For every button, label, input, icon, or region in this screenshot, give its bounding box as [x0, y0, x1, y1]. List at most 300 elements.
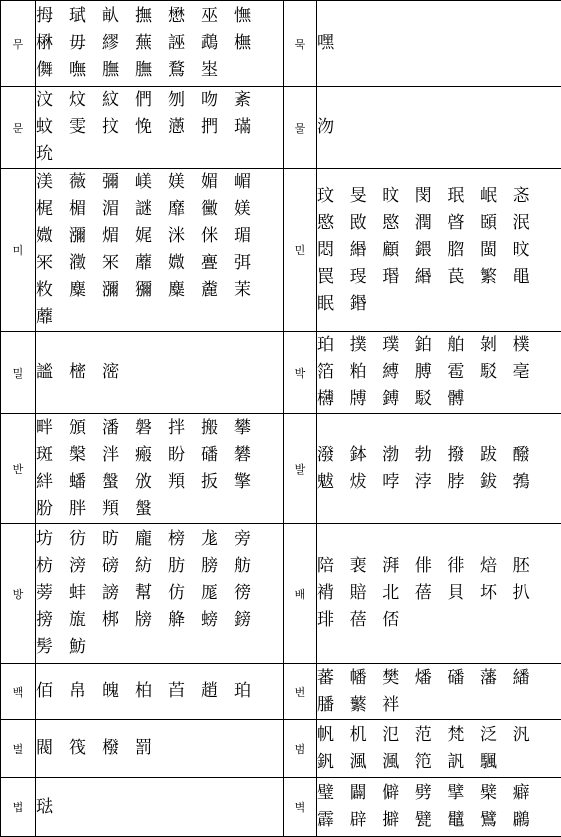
- hanja-char: 閥: [36, 735, 69, 762]
- hanja-char: 尨: [201, 526, 234, 553]
- hanja-char: 舽: [168, 607, 201, 634]
- hanja-char: 駁: [415, 386, 448, 413]
- hanja-char: 幡: [350, 665, 383, 692]
- hanja-char: 苠: [447, 264, 480, 291]
- hanja-char: 顧: [382, 237, 415, 264]
- hanja-char: 劈: [415, 780, 448, 807]
- left-chars-cell: [36, 524, 284, 664]
- left-reading-cell: [1, 414, 36, 524]
- hanja-char: 鉢: [350, 442, 383, 469]
- hanja-char: 梶: [36, 196, 69, 223]
- hanja-char: 浡: [415, 469, 448, 496]
- hanja-char: 仿: [168, 580, 201, 607]
- hanja-char: 駁: [480, 359, 513, 386]
- reading-label: 반: [13, 463, 24, 476]
- hanja-char: 撫: [135, 3, 168, 30]
- right-reading-cell: [284, 524, 317, 664]
- hanja-char: 頣: [480, 210, 513, 237]
- hanja-char: 辟: [350, 807, 383, 834]
- hanja-char: 瑂: [234, 223, 267, 250]
- table-row: [1, 87, 561, 169]
- hanja-char: 藩: [480, 665, 513, 692]
- hanja-char: 勃: [415, 442, 448, 469]
- hanja-char: 楣: [69, 196, 102, 223]
- hanja-char: 岷: [480, 183, 513, 210]
- hanja-grid: [36, 678, 283, 705]
- left-reading-cell: [1, 1, 36, 87]
- hanja-char: 渤: [382, 442, 415, 469]
- hanja-char: 扒: [513, 580, 546, 607]
- hanja-char: 湄: [102, 196, 135, 223]
- hanja-char: 悗: [135, 114, 168, 141]
- hanja-char: 坊: [36, 526, 69, 553]
- right-chars-cell: [317, 720, 561, 778]
- left-reading-cell: [1, 778, 36, 837]
- table-row: [1, 778, 561, 837]
- hanja-char: 跋: [480, 442, 513, 469]
- reading-label: 발: [295, 463, 306, 476]
- table-row: [1, 332, 561, 414]
- hanja-char: 鍲: [350, 291, 383, 318]
- hanja-char: 颿: [480, 749, 513, 776]
- hanja-char: 髣: [36, 634, 69, 661]
- hanja-char: 膰: [317, 692, 350, 719]
- hanja-char: 苩: [168, 678, 201, 705]
- hanja-char: 瀰: [69, 223, 102, 250]
- hanja-char: 蓓: [350, 607, 383, 634]
- hanja-char: 巫: [201, 3, 234, 30]
- hanja-char: 刎: [168, 87, 201, 114]
- hanja-char: 泮: [102, 442, 135, 469]
- hanja-char: 螌: [135, 496, 168, 523]
- hanja-grid: [36, 169, 283, 331]
- hanja-char: 潘: [102, 415, 135, 442]
- hanja-char: 魴: [69, 634, 102, 661]
- hanja-char: 帆: [317, 722, 350, 749]
- reading-label: 물: [295, 122, 306, 135]
- hanja-char: 晵: [447, 210, 480, 237]
- hanja-char: 攀: [234, 415, 267, 442]
- reading-label: 배: [295, 588, 306, 601]
- reading-label: 밀: [13, 367, 24, 380]
- hanja-char: 粕: [350, 359, 383, 386]
- right-chars-cell: [317, 414, 561, 524]
- hanja-grid: [317, 332, 561, 413]
- left-chars-cell: [36, 332, 284, 414]
- hanja-char: 髆: [447, 386, 480, 413]
- hanja-char: 僻: [382, 780, 415, 807]
- hanja-char: 罰: [135, 735, 168, 762]
- hanja-char: 闢: [350, 780, 383, 807]
- right-reading-cell: [284, 414, 317, 524]
- hanja-char: 泯: [513, 210, 546, 237]
- hanja-char: 螌: [102, 469, 135, 496]
- hanja-char: 珉: [447, 183, 480, 210]
- hanja-char: 甓: [415, 807, 448, 834]
- reading-label: 법: [13, 801, 24, 814]
- hanja-char: 盼: [168, 442, 201, 469]
- hanja-char: 媄: [234, 196, 267, 223]
- hanja-char: 鉑: [415, 332, 448, 359]
- right-chars-cell: [317, 524, 561, 664]
- hanja-char: 璞: [382, 332, 415, 359]
- hanja-char: 忞: [513, 183, 546, 210]
- hanja-char: 癖: [513, 780, 546, 807]
- hanja-grid: [36, 415, 283, 523]
- hanja-char: 雯: [69, 114, 102, 141]
- hanja-char: 撲: [350, 332, 383, 359]
- left-chars-cell: [36, 414, 284, 524]
- hanja-char: 琝: [350, 264, 383, 291]
- hanja-char: 玟: [317, 183, 350, 210]
- hanja-char: 薇: [69, 169, 102, 196]
- right-chars-cell: [317, 169, 561, 332]
- hanja-char: 憮: [234, 3, 267, 30]
- right-reading-cell: [284, 778, 317, 837]
- right-reading-cell: [284, 664, 317, 720]
- hanja-char: 螃: [201, 607, 234, 634]
- hanja-char: 鼊: [447, 807, 480, 834]
- hanja-char: 珀: [234, 678, 267, 705]
- hanja-char: 抆: [102, 114, 135, 141]
- hanja-char: 琺: [36, 794, 69, 821]
- hanja-char: 閔: [415, 183, 448, 210]
- hanja-char: 蕃: [317, 665, 350, 692]
- left-reading-cell: [1, 720, 36, 778]
- hanja-char: 撥: [447, 442, 480, 469]
- hanja-char: 埊: [201, 57, 234, 84]
- hanja-char: 魃: [317, 469, 350, 496]
- hanja-char: 嵄: [135, 169, 168, 196]
- hanja-char: 蘩: [350, 692, 383, 719]
- table-row: [1, 169, 561, 332]
- hanja-char: 玧: [36, 141, 69, 168]
- hanja-char: 彷: [69, 526, 102, 553]
- hanja-char: 汶: [36, 87, 69, 114]
- hanja-char: 彌: [102, 169, 135, 196]
- hanja-char: 紋: [102, 87, 135, 114]
- left-chars-cell: [36, 664, 284, 720]
- hanja-char: 机: [350, 722, 383, 749]
- right-chars-cell: [317, 332, 561, 414]
- hanja-char: 緡: [350, 237, 383, 264]
- left-chars-cell: [36, 720, 284, 778]
- hanja-char: 茉: [234, 277, 267, 304]
- hanja-char: 渼: [36, 169, 69, 196]
- hanja-grid: [317, 30, 561, 57]
- hanja-char: 罠: [317, 264, 350, 291]
- hanja-char: 旼: [513, 237, 546, 264]
- hanja-char: 哱: [382, 469, 415, 496]
- hanja-char: 徘: [447, 553, 480, 580]
- left-reading-cell: [1, 332, 36, 414]
- hanja-char: 鸊: [513, 807, 546, 834]
- hanja-char: 枋: [36, 553, 69, 580]
- reading-label: 벌: [13, 743, 24, 756]
- hanja-char: 冞: [36, 250, 69, 277]
- hanja-char: 儛: [36, 57, 69, 84]
- hanja-char: 搬: [201, 415, 234, 442]
- hanja-char: 瘢: [135, 442, 168, 469]
- hanja-char: 泛: [480, 722, 513, 749]
- hanja-char: 梆: [102, 607, 135, 634]
- hanja-char: 洣: [168, 223, 201, 250]
- hanja-char: 昉: [102, 526, 135, 553]
- hanja-grid: [317, 665, 561, 719]
- hanja-char: 檗: [480, 780, 513, 807]
- hanja-char: 擎: [234, 469, 267, 496]
- table-body: [1, 1, 561, 837]
- hanja-char: 頖: [168, 469, 201, 496]
- hanja-char: 畒: [102, 3, 135, 30]
- hanja-grid: [317, 442, 561, 496]
- hanja-char: 愍: [382, 210, 415, 237]
- hanja-char: 炦: [350, 469, 383, 496]
- hanja-char: 旻: [350, 183, 383, 210]
- hanja-char: 渢: [382, 749, 415, 776]
- hanja-char: 誣: [168, 30, 201, 57]
- hanja-char: 獼: [135, 277, 168, 304]
- left-reading-cell: [1, 664, 36, 720]
- hanja-char: 筏: [69, 735, 102, 762]
- hanja-grid: [317, 553, 561, 634]
- hanja-char: 謗: [102, 580, 135, 607]
- hanja-char: 娓: [135, 223, 168, 250]
- hanja-char: 幫: [135, 580, 168, 607]
- hanja-char: 繁: [480, 264, 513, 291]
- hanja-char: 紊: [234, 87, 267, 114]
- hanja-char: 牔: [350, 386, 383, 413]
- hanja-char: 沕: [317, 114, 350, 141]
- hanja-char: 肪: [168, 553, 201, 580]
- hanja-char: 絆: [36, 469, 69, 496]
- hanja-char: 媺: [36, 223, 69, 250]
- hanja-char: 旁: [234, 526, 267, 553]
- reading-label: 무: [13, 38, 24, 51]
- hanja-char: 磻: [447, 665, 480, 692]
- hanja-char: 搒: [36, 607, 69, 634]
- hanja-char: 麋: [168, 277, 201, 304]
- hanja-char: 敉: [36, 277, 69, 304]
- hanja-char: 煝: [102, 223, 135, 250]
- hanja-char: 蓓: [415, 580, 448, 607]
- hanja-char: 楙: [36, 30, 69, 57]
- hanja-grid: [36, 735, 283, 762]
- hanja-char: 樸: [513, 332, 546, 359]
- hanja-char: 褙: [317, 580, 350, 607]
- table-row: [1, 664, 561, 720]
- hanja-char: 蚊: [36, 114, 69, 141]
- hanja-char: 瀰: [102, 277, 135, 304]
- hanja-char: 攽: [135, 469, 168, 496]
- hanja-char: 箔: [317, 359, 350, 386]
- table-row: [1, 1, 561, 87]
- reading-label: 벽: [295, 801, 306, 814]
- hanja-char: 焙: [480, 553, 513, 580]
- hanja-char: 氾: [382, 722, 415, 749]
- hanja-char: 礬: [234, 442, 267, 469]
- hanja-char: 旊: [69, 607, 102, 634]
- hanja-char: 亹: [201, 250, 234, 277]
- hanja-char: 滵: [102, 359, 135, 386]
- hanja-char: 璊: [234, 114, 267, 141]
- hanja-char: 拇: [36, 3, 69, 30]
- hanja-char: 吻: [201, 87, 234, 114]
- hanja-char: 眠: [317, 291, 350, 318]
- hanja-char: 膴: [135, 57, 168, 84]
- hanja-char: 脖: [447, 469, 480, 496]
- right-reading-cell: [284, 1, 317, 87]
- hanja-grid: [36, 359, 283, 386]
- hanja-char: 俖: [382, 607, 415, 634]
- hanja-char: 湃: [382, 553, 415, 580]
- reading-label: 번: [295, 686, 306, 699]
- hanja-char: 珷: [69, 3, 102, 30]
- hanja-char: 榜: [168, 526, 201, 553]
- hanja-char: 胚: [513, 553, 546, 580]
- reading-label: 미: [13, 244, 24, 257]
- hanja-char: 閩: [480, 237, 513, 264]
- hanja-char: 滂: [69, 553, 102, 580]
- right-chars-cell: [317, 778, 561, 837]
- left-chars-cell: [36, 778, 284, 837]
- hanja-char: 紡: [135, 553, 168, 580]
- hanja-char: 緡: [415, 264, 448, 291]
- hanja-char: 橅: [234, 30, 267, 57]
- left-reading-cell: [1, 87, 36, 169]
- left-chars-cell: [36, 1, 284, 87]
- hanja-char: 媺: [168, 250, 201, 277]
- hanja-char: 鷿: [480, 807, 513, 834]
- reading-label: 백: [13, 686, 24, 699]
- hanja-char: 黽: [513, 264, 546, 291]
- hanja-char: 槃: [69, 442, 102, 469]
- hanja-char: 膀: [201, 553, 234, 580]
- hanja-char: 鎊: [234, 607, 267, 634]
- hanja-char: 嘸: [69, 57, 102, 84]
- reading-label: 문: [13, 122, 24, 135]
- hanja-char: 貝: [447, 580, 480, 607]
- hanja-char: 欂: [317, 386, 350, 413]
- hanja-char: 厖: [201, 580, 234, 607]
- hanja-char: 俳: [415, 553, 448, 580]
- hanja-char: 鶩: [168, 57, 201, 84]
- hanja-char: 媚: [201, 169, 234, 196]
- hanja-char: 鵡: [201, 30, 234, 57]
- hanja-char: 謎: [135, 196, 168, 223]
- hanja-char: 悶: [317, 237, 350, 264]
- hanja-char: 懋: [168, 3, 201, 30]
- hanja-char: 縛: [382, 359, 415, 386]
- hanja-char: 醱: [513, 442, 546, 469]
- hanja-grid: [317, 114, 561, 141]
- right-reading-cell: [284, 87, 317, 169]
- hanja-char: 麋: [69, 277, 102, 304]
- hanja-grid: [317, 780, 561, 834]
- left-reading-cell: [1, 524, 36, 664]
- hanja-char: 蒡: [36, 580, 69, 607]
- hanja-grid: [317, 722, 561, 776]
- reading-label: 묵: [295, 38, 306, 51]
- right-reading-cell: [284, 332, 317, 414]
- hanja-char: 們: [135, 87, 168, 114]
- hanja-char: 鎛: [382, 386, 415, 413]
- hanja-char: 蘼: [135, 250, 168, 277]
- hanja-char: 霹: [317, 807, 350, 834]
- hanja-char: 拌: [168, 415, 201, 442]
- hanja-char: 魄: [102, 678, 135, 705]
- table-row: [1, 524, 561, 664]
- hanja-char: 汎: [513, 722, 546, 749]
- hanja-char: 毋: [69, 30, 102, 57]
- hanja-char: 媄: [168, 169, 201, 196]
- hanja-char: 擗: [382, 807, 415, 834]
- left-chars-cell: [36, 169, 284, 332]
- hanja-grid: [36, 87, 283, 168]
- left-chars-cell: [36, 87, 284, 169]
- hanja-grid: [36, 3, 283, 84]
- hanja-char: 旼: [382, 183, 415, 210]
- hanja-grid: [317, 183, 561, 318]
- hanja-char: 柏: [135, 678, 168, 705]
- hanja-char: 笵: [415, 749, 448, 776]
- hanja-char: 鈸: [480, 469, 513, 496]
- hanja-char: 賠: [350, 580, 383, 607]
- hanja-char: 磐: [135, 415, 168, 442]
- hanja-char: 璧: [317, 780, 350, 807]
- hanja-char: 梵: [447, 722, 480, 749]
- hanja-char: 裵: [350, 553, 383, 580]
- hanja-char: 弭: [234, 250, 267, 277]
- hanja-char: 瑉: [382, 264, 415, 291]
- hanja-char: 冞: [102, 250, 135, 277]
- right-reading-cell: [284, 169, 317, 332]
- hanja-char: 嵋: [234, 169, 267, 196]
- reading-label: 박: [295, 367, 306, 380]
- hanja-char: 黴: [201, 196, 234, 223]
- hanja-char: 敃: [350, 210, 383, 237]
- hanja-char: 瀓: [69, 250, 102, 277]
- hanja-char: 北: [382, 580, 415, 607]
- reading-label: 민: [295, 244, 306, 257]
- hanja-char: 謐: [36, 359, 69, 386]
- hanja-char: 捫: [201, 114, 234, 141]
- table-row: [1, 414, 561, 524]
- hanja-char: 膊: [415, 359, 448, 386]
- hanja-char: 鵓: [513, 469, 546, 496]
- left-reading-cell: [1, 169, 36, 332]
- hanja-char: 亳: [513, 359, 546, 386]
- hanja-char: 趙: [201, 678, 234, 705]
- right-chars-cell: [317, 664, 561, 720]
- hanja-char: 范: [415, 722, 448, 749]
- hanja-char: 繆: [102, 30, 135, 57]
- right-chars-cell: [317, 87, 561, 169]
- hanja-char: 磅: [102, 553, 135, 580]
- hanja-char: 斑: [36, 442, 69, 469]
- hanja-char: 牓: [135, 607, 168, 634]
- hanja-char: 懣: [168, 114, 201, 141]
- hanja-char: 頖: [102, 496, 135, 523]
- hanja-char: 侎: [201, 223, 234, 250]
- hanja-char: 樒: [69, 359, 102, 386]
- hanja-char: 靡: [168, 196, 201, 223]
- hanja-char: 嘿: [317, 30, 350, 57]
- hanja-char: 畔: [36, 415, 69, 442]
- hanja-grid: [36, 526, 283, 661]
- right-chars-cell: [317, 1, 561, 87]
- hanja-char: 扳: [201, 469, 234, 496]
